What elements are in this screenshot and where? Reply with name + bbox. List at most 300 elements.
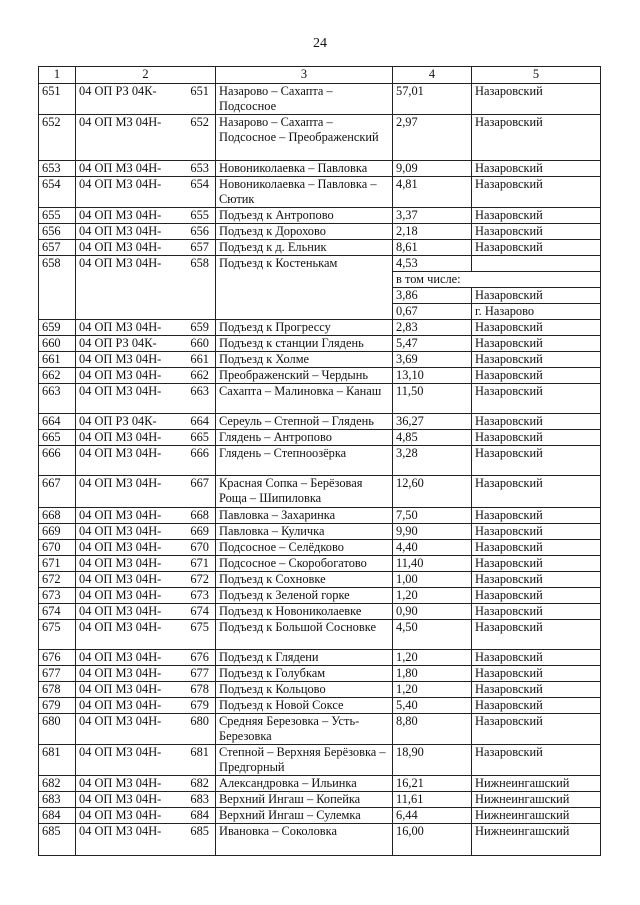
- road-length: 8,80: [393, 714, 472, 745]
- road-length: 16,21: [393, 776, 472, 792]
- subrow-district: г. Назарово: [472, 304, 601, 320]
- road-length: 1,20: [393, 650, 472, 666]
- road-name: Преображенский – Чердынь: [216, 368, 393, 384]
- road-code-cell: [76, 588, 216, 604]
- road-district: Назаровский: [472, 524, 601, 540]
- road-code: [76, 224, 215, 239]
- road-code-prefix: 04 ОП МЗ 04Н-: [79, 256, 162, 270]
- road-code-cell: [76, 745, 216, 776]
- road-code: [76, 368, 215, 383]
- road-code-prefix: 04 ОП РЗ 04К-: [79, 336, 157, 350]
- road-district: Назаровский: [472, 666, 601, 682]
- road-code: [76, 115, 215, 130]
- road-code-prefix: 04 ОП МЗ 04Н-: [79, 666, 162, 680]
- road-district: Назаровский: [472, 336, 601, 352]
- road-length: 7,50: [393, 508, 472, 524]
- road-code-suffix: 682: [190, 776, 209, 790]
- road-length: 57,01: [393, 84, 472, 115]
- road-code-suffix: 681: [190, 745, 209, 759]
- road-district: Назаровский: [472, 604, 601, 620]
- road-district: [472, 256, 601, 272]
- subrow-length: 0,67: [393, 304, 472, 320]
- road-code-prefix: 04 ОП МЗ 04Н-: [79, 208, 162, 222]
- row-number: 656: [39, 224, 76, 240]
- road-code-suffix: 662: [190, 368, 209, 382]
- road-code: [76, 384, 215, 399]
- road-district: Назаровский: [472, 177, 601, 208]
- table-body: [39, 84, 601, 856]
- road-code-suffix: 660: [190, 336, 209, 350]
- row-number: 664: [39, 414, 76, 430]
- road-code: [76, 430, 215, 445]
- road-code-cell: [76, 776, 216, 792]
- road-code: [76, 540, 215, 555]
- table-row: [39, 508, 601, 524]
- table-row: [39, 620, 601, 650]
- road-code: [76, 792, 215, 807]
- road-code-cell: [76, 620, 216, 650]
- road-length: 9,90: [393, 524, 472, 540]
- road-code-prefix: 04 ОП МЗ 04Н-: [79, 824, 162, 838]
- road-code-suffix: 667: [190, 476, 209, 490]
- road-code: [76, 824, 215, 839]
- road-code-suffix: 670: [190, 540, 209, 554]
- road-code-prefix: 04 ОП МЗ 04Н-: [79, 446, 162, 460]
- road-district: Назаровский: [472, 224, 601, 240]
- table-row: [39, 224, 601, 240]
- road-code-cell: [76, 604, 216, 620]
- road-code: [76, 682, 215, 697]
- road-code-prefix: 04 ОП МЗ 04Н-: [79, 384, 162, 398]
- road-code-prefix: 04 ОП МЗ 04Н-: [79, 540, 162, 554]
- road-code-cell: [76, 320, 216, 336]
- road-district: Нижнеингашский: [472, 792, 601, 808]
- row-number: 676: [39, 650, 76, 666]
- road-code-suffix: 668: [190, 508, 209, 522]
- table-row: [39, 476, 601, 508]
- road-name: Подсосное – Скоробогатово: [216, 556, 393, 572]
- road-code-cell: [76, 650, 216, 666]
- road-code-prefix: 04 ОП МЗ 04Н-: [79, 620, 162, 634]
- road-code-prefix: 04 ОП МЗ 04Н-: [79, 115, 162, 129]
- road-district: Назаровский: [472, 368, 601, 384]
- road-district: Назаровский: [472, 540, 601, 556]
- road-code-prefix: 04 ОП МЗ 04Н-: [79, 604, 162, 618]
- table-row: [39, 177, 601, 208]
- road-length: 8,61: [393, 240, 472, 256]
- road-name: Подъезд к Дорохово: [216, 224, 393, 240]
- road-name: Подъезд к Глядени: [216, 650, 393, 666]
- road-code-suffix: 683: [190, 792, 209, 806]
- road-code-prefix: 04 ОП МЗ 04Н-: [79, 588, 162, 602]
- road-code-suffix: 661: [190, 352, 209, 366]
- road-code-prefix: 04 ОП МЗ 04Н-: [79, 476, 162, 490]
- road-code-prefix: 04 ОП МЗ 04Н-: [79, 572, 162, 586]
- row-number: 670: [39, 540, 76, 556]
- road-code: [76, 620, 215, 635]
- road-code-cell: [76, 256, 216, 320]
- table-row: [39, 540, 601, 556]
- road-district: Назаровский: [472, 620, 601, 650]
- road-district: Назаровский: [472, 714, 601, 745]
- road-length: 12,60: [393, 476, 472, 508]
- road-district: Назаровский: [472, 414, 601, 430]
- road-code: [76, 745, 215, 760]
- row-number: 681: [39, 745, 76, 776]
- road-district: Назаровский: [472, 682, 601, 698]
- road-length: 1,20: [393, 682, 472, 698]
- road-code-suffix: 678: [190, 682, 209, 696]
- road-length: 4,53: [393, 256, 472, 272]
- road-code-prefix: 04 ОП МЗ 04Н-: [79, 352, 162, 366]
- road-code-cell: [76, 524, 216, 540]
- road-code-prefix: 04 ОП МЗ 04Н-: [79, 714, 162, 728]
- road-name: Сереуль – Степной – Глядень: [216, 414, 393, 430]
- road-code-cell: [76, 714, 216, 745]
- road-code: [76, 666, 215, 681]
- table-row: [39, 84, 601, 115]
- table-row: [39, 336, 601, 352]
- road-code-suffix: 674: [190, 604, 209, 618]
- road-district: Назаровский: [472, 508, 601, 524]
- road-length: 4,85: [393, 430, 472, 446]
- table-row: [39, 556, 601, 572]
- road-code-prefix: 04 ОП МЗ 04Н-: [79, 745, 162, 759]
- subrow-length: 3,86: [393, 288, 472, 304]
- road-code-cell: [76, 508, 216, 524]
- road-name: Подъезд к Кольцово: [216, 682, 393, 698]
- road-length: 18,90: [393, 745, 472, 776]
- road-name: Степной – Верхняя Берёзовка – Предгорный: [216, 745, 393, 776]
- table-row: [39, 430, 601, 446]
- road-district: Назаровский: [472, 446, 601, 476]
- road-district: Назаровский: [472, 84, 601, 115]
- road-district: Назаровский: [472, 556, 601, 572]
- row-number: 661: [39, 352, 76, 368]
- road-code-prefix: 04 ОП МЗ 04Н-: [79, 320, 162, 334]
- row-number: 665: [39, 430, 76, 446]
- road-length: 2,97: [393, 115, 472, 161]
- road-name: Назарово – Сахапта – Подсосное: [216, 84, 393, 115]
- road-code-cell: [76, 368, 216, 384]
- row-number: 680: [39, 714, 76, 745]
- road-code-suffix: 656: [190, 224, 209, 238]
- road-district: Назаровский: [472, 588, 601, 604]
- road-code: [76, 414, 215, 429]
- road-code: [76, 556, 215, 571]
- road-code-prefix: 04 ОП РЗ 04К-: [79, 84, 157, 98]
- road-code: [76, 320, 215, 335]
- road-length: 4,50: [393, 620, 472, 650]
- road-length: 1,80: [393, 666, 472, 682]
- road-code-suffix: 669: [190, 524, 209, 538]
- road-district: Назаровский: [472, 384, 601, 414]
- road-name: Александровка – Ильинка: [216, 776, 393, 792]
- road-name: Сахапта – Малиновка – Канаш: [216, 384, 393, 414]
- road-name: Ивановка – Соколовка: [216, 824, 393, 856]
- road-code-suffix: 651: [190, 84, 209, 98]
- road-code-prefix: 04 ОП МЗ 04Н-: [79, 240, 162, 254]
- table-row: [39, 256, 601, 272]
- table-row: [39, 666, 601, 682]
- road-code-prefix: 04 ОП МЗ 04Н-: [79, 524, 162, 538]
- road-length: 11,40: [393, 556, 472, 572]
- table-row: [39, 208, 601, 224]
- row-number: 674: [39, 604, 76, 620]
- road-name: Подъезд к станции Глядень: [216, 336, 393, 352]
- road-code-suffix: 666: [190, 446, 209, 460]
- road-code: [76, 208, 215, 223]
- row-number: 682: [39, 776, 76, 792]
- road-code-prefix: 04 ОП МЗ 04Н-: [79, 682, 162, 696]
- table-row: [39, 446, 601, 476]
- road-code: [76, 446, 215, 461]
- road-code-cell: [76, 476, 216, 508]
- road-district: Назаровский: [472, 115, 601, 161]
- road-name: Верхний Ингаш – Сулемка: [216, 808, 393, 824]
- road-code-suffix: 673: [190, 588, 209, 602]
- row-number: 677: [39, 666, 76, 682]
- road-length: 2,83: [393, 320, 472, 336]
- road-code-cell: [76, 352, 216, 368]
- road-length: 1,00: [393, 572, 472, 588]
- column-header: 3: [216, 67, 393, 84]
- road-district: Назаровский: [472, 430, 601, 446]
- road-code: [76, 256, 215, 271]
- road-code-prefix: 04 ОП МЗ 04Н-: [79, 161, 162, 175]
- table-row: [39, 604, 601, 620]
- row-number: 683: [39, 792, 76, 808]
- road-name: Подъезд к Новой Соксе: [216, 698, 393, 714]
- road-code-prefix: 04 ОП МЗ 04Н-: [79, 508, 162, 522]
- road-length: 3,28: [393, 446, 472, 476]
- road-district: Назаровский: [472, 320, 601, 336]
- row-number: 667: [39, 476, 76, 508]
- table-row: [39, 745, 601, 776]
- road-name: Павловка – Куличка: [216, 524, 393, 540]
- table-row: [39, 572, 601, 588]
- road-code-cell: [76, 84, 216, 115]
- table-row: [39, 650, 601, 666]
- road-code-suffix: 671: [190, 556, 209, 570]
- road-length: 5,47: [393, 336, 472, 352]
- row-number: 684: [39, 808, 76, 824]
- road-length: 4,81: [393, 177, 472, 208]
- road-code-suffix: 663: [190, 384, 209, 398]
- table-row: [39, 792, 601, 808]
- road-code-cell: [76, 336, 216, 352]
- road-code-suffix: 655: [190, 208, 209, 222]
- road-code-suffix: 685: [190, 824, 209, 838]
- road-district: Назаровский: [472, 650, 601, 666]
- road-length: 11,50: [393, 384, 472, 414]
- row-number: 672: [39, 572, 76, 588]
- road-code-cell: [76, 177, 216, 208]
- road-name: Глядень – Антропово: [216, 430, 393, 446]
- road-name: Красная Сопка – Берёзовая Роща – Шипиловка: [216, 476, 393, 508]
- subrow-district: Назаровский: [472, 288, 601, 304]
- road-name: Подъезд к Костенькам: [216, 256, 393, 320]
- table-row: [39, 115, 601, 161]
- row-number: 668: [39, 508, 76, 524]
- row-number: 678: [39, 682, 76, 698]
- road-code: [76, 476, 215, 491]
- table-row: [39, 682, 601, 698]
- road-code-cell: [76, 240, 216, 256]
- road-code-suffix: 676: [190, 650, 209, 664]
- road-code-prefix: 04 ОП МЗ 04Н-: [79, 650, 162, 664]
- road-code-cell: [76, 430, 216, 446]
- road-district: Назаровский: [472, 161, 601, 177]
- road-code-cell: [76, 682, 216, 698]
- road-name: Подъезд к д. Ельник: [216, 240, 393, 256]
- road-name: Павловка – Захаринка: [216, 508, 393, 524]
- table-row: [39, 524, 601, 540]
- road-code: [76, 177, 215, 192]
- page-number: 24: [313, 36, 327, 51]
- row-number: 651: [39, 84, 76, 115]
- road-code: [76, 352, 215, 367]
- table-row: [39, 384, 601, 414]
- road-name: Новониколаевка – Павловка – Сютик: [216, 177, 393, 208]
- road-code: [76, 650, 215, 665]
- road-code-suffix: 664: [190, 414, 209, 428]
- road-code-prefix: 04 ОП МЗ 04Н-: [79, 224, 162, 238]
- road-name: Средняя Березовка – Усть-Березовка: [216, 714, 393, 745]
- roads-table: [38, 66, 601, 856]
- road-length: 5,40: [393, 698, 472, 714]
- table-row: [39, 368, 601, 384]
- road-code-cell: [76, 556, 216, 572]
- row-number: 673: [39, 588, 76, 604]
- road-code-prefix: 04 ОП МЗ 04Н-: [79, 368, 162, 382]
- road-code-cell: [76, 792, 216, 808]
- road-district: Назаровский: [472, 698, 601, 714]
- table-row: [39, 161, 601, 177]
- road-code-cell: [76, 161, 216, 177]
- road-district: Нижнеингашский: [472, 776, 601, 792]
- row-number: 675: [39, 620, 76, 650]
- column-header: 4: [393, 67, 472, 84]
- road-length: 6,44: [393, 808, 472, 824]
- road-name: Подъезд к Прогрессу: [216, 320, 393, 336]
- table-row: [39, 320, 601, 336]
- road-code-suffix: 675: [190, 620, 209, 634]
- road-code-suffix: 657: [190, 240, 209, 254]
- road-length: 11,61: [393, 792, 472, 808]
- road-length: 13,10: [393, 368, 472, 384]
- road-code-suffix: 659: [190, 320, 209, 334]
- road-district: Назаровский: [472, 572, 601, 588]
- road-length: 3,69: [393, 352, 472, 368]
- road-code: [76, 604, 215, 619]
- road-length: 1,20: [393, 588, 472, 604]
- row-number: 657: [39, 240, 76, 256]
- road-district: Назаровский: [472, 745, 601, 776]
- road-length: 36,27: [393, 414, 472, 430]
- road-length: 0,90: [393, 604, 472, 620]
- road-code-cell: [76, 384, 216, 414]
- row-number: 658: [39, 256, 76, 320]
- road-code-prefix: 04 ОП МЗ 04Н-: [79, 430, 162, 444]
- row-number: 654: [39, 177, 76, 208]
- road-name: Подъезд к Большой Сосновке: [216, 620, 393, 650]
- road-code: [76, 161, 215, 176]
- subrow-note: в том числе:: [393, 272, 601, 288]
- road-code-cell: [76, 446, 216, 476]
- row-number: 660: [39, 336, 76, 352]
- road-code: [76, 240, 215, 255]
- road-code-suffix: 654: [190, 177, 209, 191]
- table-header-row: [39, 67, 601, 84]
- road-district: Назаровский: [472, 240, 601, 256]
- road-code-cell: [76, 808, 216, 824]
- table-row: [39, 588, 601, 604]
- road-name: Подсосное – Селёдково: [216, 540, 393, 556]
- road-code-prefix: 04 ОП РЗ 04К-: [79, 414, 157, 428]
- row-number: 655: [39, 208, 76, 224]
- road-code-prefix: 04 ОП МЗ 04Н-: [79, 792, 162, 806]
- road-code-cell: [76, 208, 216, 224]
- row-number: 671: [39, 556, 76, 572]
- table-row: [39, 808, 601, 824]
- road-code-suffix: 652: [190, 115, 209, 129]
- table-row: [39, 352, 601, 368]
- row-number: 663: [39, 384, 76, 414]
- road-code-suffix: 665: [190, 430, 209, 444]
- table-row: [39, 776, 601, 792]
- road-code: [76, 776, 215, 791]
- road-code-prefix: 04 ОП МЗ 04Н-: [79, 808, 162, 822]
- road-code-prefix: 04 ОП МЗ 04Н-: [79, 177, 162, 191]
- road-name: Подъезд к Холме: [216, 352, 393, 368]
- row-number: 652: [39, 115, 76, 161]
- road-code-suffix: 677: [190, 666, 209, 680]
- column-header: 1: [39, 67, 76, 84]
- road-length: 16,00: [393, 824, 472, 856]
- road-code-cell: [76, 666, 216, 682]
- road-code: [76, 588, 215, 603]
- road-code-prefix: 04 ОП МЗ 04Н-: [79, 698, 162, 712]
- road-code-suffix: 684: [190, 808, 209, 822]
- road-code-cell: [76, 224, 216, 240]
- row-number: 653: [39, 161, 76, 177]
- road-name: Назарово – Сахапта – Подсосное – Преображенский: [216, 115, 393, 161]
- road-code-cell: [76, 414, 216, 430]
- road-name: Глядень – Степноозёрка: [216, 446, 393, 476]
- table-row: [39, 824, 601, 856]
- table-row: [39, 240, 601, 256]
- road-code-suffix: 680: [190, 714, 209, 728]
- road-code-cell: [76, 115, 216, 161]
- road-code: [76, 714, 215, 729]
- road-name: Подъезд к Антропово: [216, 208, 393, 224]
- road-district: Назаровский: [472, 208, 601, 224]
- road-code-suffix: 679: [190, 698, 209, 712]
- table-row: [39, 414, 601, 430]
- road-name: Подъезд к Новониколаевке: [216, 604, 393, 620]
- road-length: 3,37: [393, 208, 472, 224]
- table-row: [39, 714, 601, 745]
- road-code: [76, 336, 215, 351]
- road-code-cell: [76, 824, 216, 856]
- road-code-suffix: 653: [190, 161, 209, 175]
- road-district: Назаровский: [472, 476, 601, 508]
- road-code: [76, 698, 215, 713]
- road-name: Подъезд к Голубкам: [216, 666, 393, 682]
- column-header: 5: [472, 67, 601, 84]
- road-name: Новониколаевка – Павловка: [216, 161, 393, 177]
